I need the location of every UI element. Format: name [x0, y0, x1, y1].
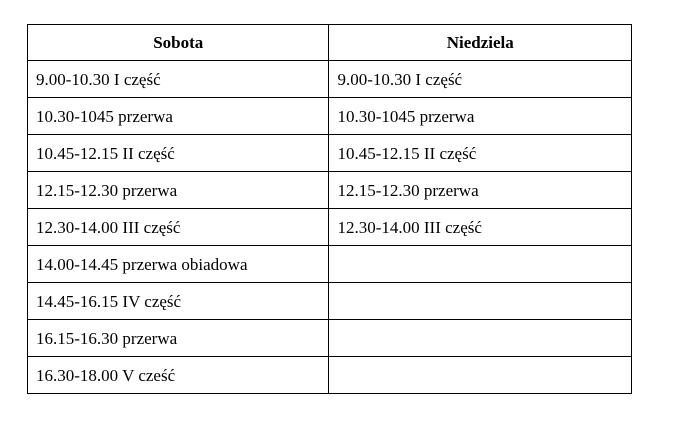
- saturday-cell: 12.30-14.00 III część: [28, 209, 329, 246]
- table-row: [28, 209, 632, 246]
- saturday-cell: 9.00-10.30 I część: [28, 61, 329, 98]
- sunday-cell: [329, 320, 632, 357]
- saturday-cell: 14.45-16.15 IV część: [28, 283, 329, 320]
- schedule-table: [27, 24, 632, 394]
- table-row: [28, 61, 632, 98]
- saturday-cell: 14.00-14.45 przerwa obiadowa: [28, 246, 329, 283]
- sunday-cell: 12.30-14.00 III część: [329, 209, 632, 246]
- sunday-cell: [329, 357, 632, 394]
- saturday-cell: 10.45-12.15 II część: [28, 135, 329, 172]
- saturday-cell: 16.15-16.30 przerwa: [28, 320, 329, 357]
- saturday-cell: 16.30-18.00 V cześć: [28, 357, 329, 394]
- table-row: [28, 246, 632, 283]
- table-row: [28, 283, 632, 320]
- header-row: [28, 25, 632, 61]
- sunday-cell: 9.00-10.30 I część: [329, 61, 632, 98]
- sunday-cell: [329, 246, 632, 283]
- saturday-cell: 10.30-1045 przerwa: [28, 98, 329, 135]
- table-row: [28, 135, 632, 172]
- header-sunday: Niedziela: [329, 25, 632, 61]
- saturday-cell: 12.15-12.30 przerwa: [28, 172, 329, 209]
- sunday-cell: 10.30-1045 przerwa: [329, 98, 632, 135]
- header-saturday: Sobota: [28, 25, 329, 61]
- table-row: [28, 172, 632, 209]
- table-row: [28, 98, 632, 135]
- table-row: [28, 357, 632, 394]
- sunday-cell: [329, 283, 632, 320]
- sunday-cell: 10.45-12.15 II część: [329, 135, 632, 172]
- sunday-cell: 12.15-12.30 przerwa: [329, 172, 632, 209]
- table-row: [28, 320, 632, 357]
